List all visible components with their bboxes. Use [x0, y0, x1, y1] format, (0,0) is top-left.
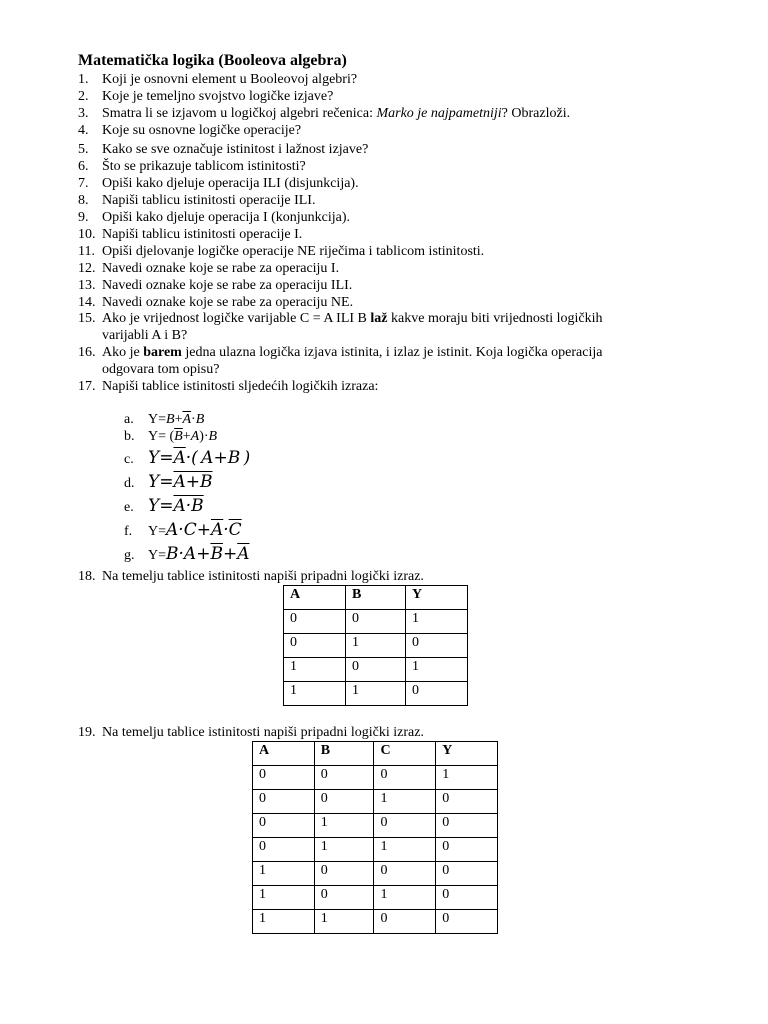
question-number: 14.: [78, 295, 96, 310]
question-text: Napiši tablice istinitosti sljedećih logičkih izraza:: [102, 379, 379, 394]
table-cell: 0: [314, 862, 374, 886]
question-number: 1.: [78, 72, 89, 87]
question-12: [78, 260, 339, 277]
expression: $Y=\overline{A}\cdot$( A+B ): [148, 448, 251, 468]
table-cell: 0: [253, 790, 315, 814]
question-13: [78, 277, 352, 294]
question-16: [78, 344, 602, 378]
page-title: Matematička logika (Booleova algebra): [78, 52, 347, 69]
table-row: [284, 682, 468, 706]
question-7: [78, 175, 359, 192]
table-row: [253, 838, 498, 862]
table-cell: 0: [314, 790, 374, 814]
table-cell: 0: [374, 814, 436, 838]
question-text: Koji je osnovni element u Booleovoj algebri?: [102, 72, 358, 87]
question-text: Kako se sve označuje istinitost i lažnost izjave?: [102, 142, 369, 157]
table-cell: 0: [405, 682, 467, 706]
question-text: Opiši djelovanje logičke operacije NE riječima i tablicom istinitosti.: [102, 244, 485, 259]
question-number: 10.: [78, 227, 96, 242]
question-text: Koje su osnovne logičke operacije?: [102, 123, 302, 138]
table-cell: 1: [314, 910, 374, 934]
table-row: [284, 634, 468, 658]
question-bold-word: barem: [143, 345, 182, 360]
table-header-cell: C: [374, 742, 436, 766]
subitem-letter: g.: [124, 548, 135, 563]
question-text: [102, 345, 602, 360]
question-3: [78, 105, 570, 122]
question-6: [78, 158, 306, 175]
question-number: 6.: [78, 159, 89, 174]
table-cell: 0: [253, 814, 315, 838]
table-cell: 0: [253, 838, 315, 862]
truth-table-18: [283, 585, 468, 706]
table-cell: 1: [284, 682, 346, 706]
question-11: [78, 243, 484, 260]
table-cell: 0: [436, 814, 498, 838]
question-number: 13.: [78, 278, 96, 293]
expression: $Y=B\cdot A+\overline{B}+\overline{A}$: [148, 544, 250, 564]
table-cell: 1: [405, 658, 467, 682]
table-header-cell: Y: [405, 586, 467, 610]
question-15: [78, 310, 603, 344]
table-cell: 0: [314, 886, 374, 910]
table-cell: 1: [314, 838, 374, 862]
question-text-part: Ako je: [102, 345, 144, 360]
question-9: [78, 209, 350, 226]
table-header-cell: B: [314, 742, 374, 766]
question-number: 15.: [78, 311, 96, 326]
question-text-part: jedna ulazna logička izjava istinita, i izlaz je istinit. Koja logička operacija: [181, 345, 603, 360]
table-header-cell: Y: [436, 742, 498, 766]
subitem-letter: d.: [124, 476, 135, 491]
question-number: 2.: [78, 89, 89, 104]
expression: $Y=A\cdot C+\overline{A}\cdot\overline{C}$: [148, 520, 242, 540]
table-header-cell: A: [284, 586, 346, 610]
question-text: [102, 311, 603, 326]
question-emphasis: Marko je najpametniji: [376, 106, 502, 121]
question-text: Opiši kako djeluje operacija ILI (disjunkcija).: [102, 176, 359, 191]
table-cell: 0: [284, 610, 346, 634]
table-cell: 0: [436, 790, 498, 814]
question-8: [78, 192, 315, 209]
subitem-letter: c.: [124, 452, 134, 467]
table-cell: 0: [405, 634, 467, 658]
table-cell: 0: [284, 634, 346, 658]
table-cell: 1: [346, 682, 406, 706]
subitem-letter: b.: [124, 429, 135, 444]
question-text: Na temelju tablice istinitosti napiši pripadni logički izraz.: [102, 725, 424, 740]
truth-table-19: [252, 741, 498, 934]
question-18: [78, 568, 424, 585]
question-text-part: Smatra li se izjavom u logičkoj algebri rečenica:: [102, 106, 377, 121]
question-number: 9.: [78, 210, 89, 225]
subitem-letter: a.: [124, 412, 134, 427]
question-text: Opiši kako djeluje operacija I (konjunkcija).: [102, 210, 351, 225]
question-text: Napiši tablicu istinitosti operacije ILI.: [102, 193, 316, 208]
table-header-row: [253, 742, 498, 766]
question-number: 11.: [78, 244, 95, 259]
question-number: 12.: [78, 261, 96, 276]
question-14: [78, 294, 353, 311]
question-number: 4.: [78, 123, 89, 138]
question-2: [78, 88, 333, 105]
table-cell: 1: [253, 886, 315, 910]
question-bold-word: laž: [370, 311, 388, 326]
table-row: [253, 886, 498, 910]
question-4: [78, 122, 301, 139]
table-cell: 0: [436, 838, 498, 862]
expression: Y=A+B: [148, 472, 213, 492]
table-row: [253, 910, 498, 934]
question-number: 7.: [78, 176, 89, 191]
subitem-letter: f.: [124, 524, 133, 539]
table-cell: 1: [374, 886, 436, 910]
question-text: Navedi oznake koje se rabe za operaciju I.: [102, 261, 340, 276]
table-cell: 0: [253, 766, 315, 790]
table-cell: 1: [346, 634, 406, 658]
expression: $Y=B+\overline{A}\cdot B$: [148, 412, 205, 427]
question-text: [102, 106, 570, 121]
table-cell: 1: [253, 910, 315, 934]
table-row: [253, 862, 498, 886]
question-1: [78, 71, 357, 88]
question-number: 18.: [78, 569, 96, 584]
question-text-part: ? Obrazloži.: [501, 106, 571, 121]
table-cell: 1: [314, 814, 374, 838]
question-text-part: kakve moraju biti vrijednosti logičkih: [387, 311, 603, 326]
table-cell: 0: [374, 766, 436, 790]
question-number: 3.: [78, 106, 89, 121]
question-text: Napiši tablicu istinitosti operacije I.: [102, 227, 303, 242]
question-text: Koje je temeljno svojstvo logičke izjave?: [102, 89, 334, 104]
table-cell: 1: [253, 862, 315, 886]
table-header-row: [284, 586, 468, 610]
table-cell: 1: [405, 610, 467, 634]
expression: $Y= (\overline{B}+A)\cdot B$: [148, 429, 218, 444]
question-text: Što se prikazuje tablicom istinitosti?: [102, 159, 306, 174]
question-text: Na temelju tablice istinitosti napiši pripadni logički izraz.: [102, 569, 424, 584]
question-number: 19.: [78, 725, 96, 740]
question-number: 8.: [78, 193, 89, 208]
question-continuation: odgovara tom opisu?: [102, 362, 220, 377]
table-cell: 1: [284, 658, 346, 682]
table-cell: 0: [346, 658, 406, 682]
expression: Y=A·B: [148, 496, 204, 516]
question-number: 5.: [78, 142, 89, 157]
question-10: [78, 226, 302, 243]
question-continuation: varijabli A i B?: [102, 328, 188, 343]
table-cell: 0: [436, 862, 498, 886]
table-cell: 1: [374, 838, 436, 862]
table-row: [284, 610, 468, 634]
table-cell: 0: [314, 766, 374, 790]
table-cell: 0: [436, 886, 498, 910]
question-text-part: Ako je vrijednost logičke varijable C = A ILI B: [102, 311, 371, 326]
question-text: Navedi oznake koje se rabe za operaciju ILI.: [102, 278, 353, 293]
question-number: 17.: [78, 379, 96, 394]
table-row: [284, 658, 468, 682]
question-17: [78, 378, 378, 395]
table-cell: 1: [374, 790, 436, 814]
table-cell: 0: [436, 910, 498, 934]
table-cell: 0: [374, 862, 436, 886]
table-row: [253, 766, 498, 790]
question-5: [78, 141, 368, 158]
table-cell: 0: [374, 910, 436, 934]
question-number: 16.: [78, 345, 96, 360]
table-cell: 0: [346, 610, 406, 634]
table-header-cell: B: [346, 586, 406, 610]
table-row: [253, 814, 498, 838]
subitem-letter: e.: [124, 500, 134, 515]
question-text: Navedi oznake koje se rabe za operaciju NE.: [102, 295, 354, 310]
table-row: [253, 790, 498, 814]
question-19: [78, 724, 424, 741]
table-cell: 1: [436, 766, 498, 790]
table-header-cell: A: [253, 742, 315, 766]
